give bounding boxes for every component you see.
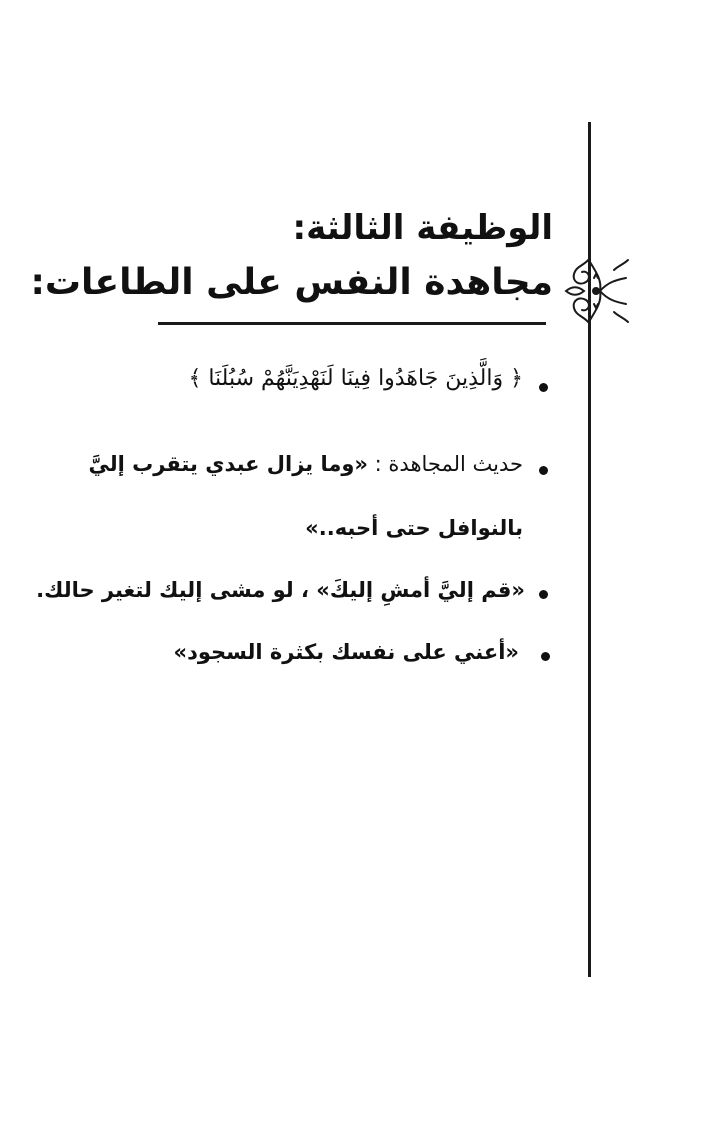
floral-ornament-icon — [556, 252, 636, 330]
list-item-walk-to-me: «قم إليَّ أمشِ إليكَ» ، لو مشى إليك لتغير حالك. — [36, 578, 525, 602]
bullet-icon — [539, 466, 548, 475]
list-item-hadith — [89, 452, 523, 476]
list-item-hadith-continuation: بالنوافل حتى أحبه..» — [305, 516, 523, 540]
bullet-icon — [539, 383, 548, 392]
title-underline — [158, 322, 546, 325]
section-title: الوظيفة الثالثة: — [292, 208, 553, 248]
hadith-text: «وما يزال عبدي يتقرب إليَّ — [88, 452, 368, 476]
hadith-label: حديث المجاهدة : — [368, 452, 523, 476]
bullet-icon — [539, 590, 548, 599]
list-item-quran-verse: ﴿ وَالَّذِينَ جَاهَدُوا فِينَا لَنَهْدِيَنَّهُمْ سُبُلَنَا ﴾ — [188, 366, 523, 391]
bullet-icon — [541, 652, 550, 661]
section-subtitle: مجاهدة النفس على الطاعات: — [30, 262, 553, 303]
vertical-rule — [588, 122, 591, 977]
list-item-prostration: «أعني على نفسك بكثرة السجود» — [173, 640, 519, 664]
